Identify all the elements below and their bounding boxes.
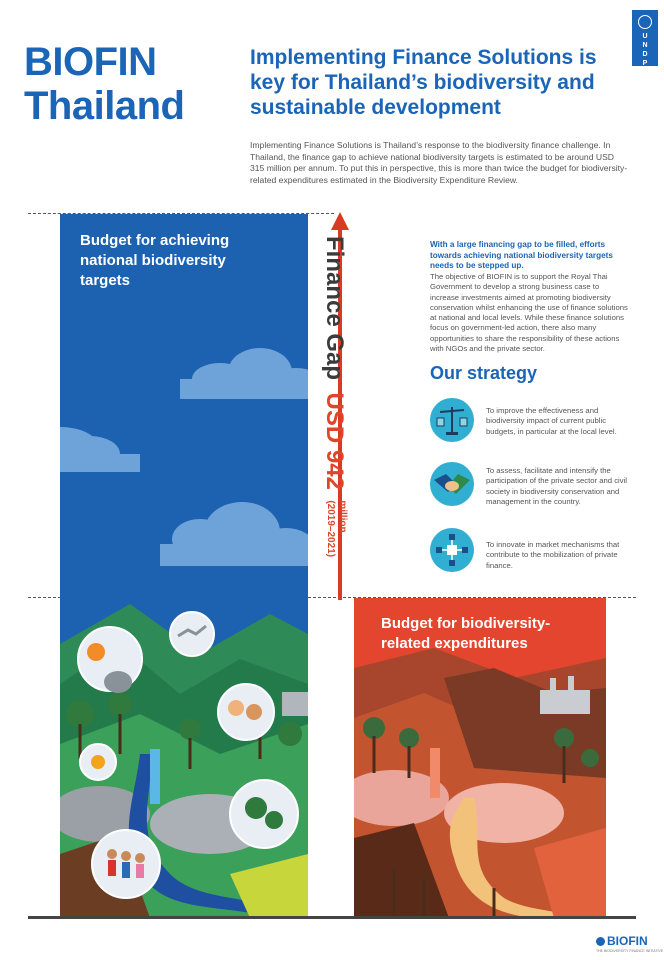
title-line-1: BIOFIN (24, 40, 157, 84)
objective-paragraph: The objective of BIOFIN is to support the Royal Thai Government to develop a strong business case to increase investments aimed at promoting biodiversity conservation whilst enhancing the use of finance solutions at national and local levels. While these finance solutions focus on government-led action, there also many opportunities to share the responsibility of these actions with NGOs and the private sector. (430, 272, 628, 354)
strategy-text: To innovate in market mechanisms that contribute to the mobilization of private finance. (486, 540, 620, 570)
finance-gap-unit-period (324, 500, 348, 557)
undp-letter: U (642, 33, 648, 40)
biofin-globe-icon (596, 937, 605, 946)
undp-letter: N (642, 42, 648, 49)
ground-line (28, 916, 636, 919)
finance-gap-arrow-head (331, 212, 349, 230)
national-targets-panel (60, 214, 308, 918)
cloud-icon (180, 348, 308, 399)
finance-gap-amount: USD 942 (321, 392, 348, 490)
scales-icon (430, 398, 474, 442)
landscape-illustration (60, 214, 308, 918)
title-line-2: Thailand (24, 84, 185, 128)
headline: Implementing Finance Solutions is key for Thailand’s biodiversity and sustainable development (250, 46, 597, 119)
lead-statement: With a large financing gap to be filled, efforts towards achieving national biodiversity targets needs to be stepped up. (430, 240, 613, 270)
page-title (24, 40, 244, 128)
biofin-footer-logo (596, 934, 648, 948)
undp-logo (632, 10, 658, 66)
finance-gap-unit: million (337, 500, 348, 533)
finance-gap-title: Finance Gap (321, 236, 348, 381)
intro-paragraph: Implementing Finance Solutions is Thailand’s response to the biodiversity finance challenge. In Thailand, the finance gap to achieve national biodiversity targets is estimated to be around USD 315 million per annum. To put this in perspective, this is more than twice the budget for biodiversity-related expenditures estimated in the Biodiversity Expenditure Review. (250, 140, 628, 185)
finance-gap-period: (2019–2021) (325, 500, 336, 558)
undp-letter: D (642, 51, 648, 58)
cloud-icon (60, 427, 140, 472)
un-emblem-icon (638, 15, 652, 29)
birds-vignette (170, 612, 214, 656)
finance-gap-label (320, 236, 348, 596)
strategy-text: To improve the effectiveness and biodiversity impact of current public budgets, in particular at the local level. (486, 406, 617, 436)
strategy-text: To assess, facilitate and intensify the participation of the private sector and civil society in biodiversity conservation and management in the country. (486, 466, 628, 506)
biofin-footer-brand: BIOFIN (607, 934, 648, 948)
undp-letter: P (642, 60, 648, 67)
national-targets-label: Budget for achieving national biodiversity targets (80, 232, 230, 289)
network-icon (430, 528, 474, 572)
cloud-icon (160, 502, 308, 566)
handshake-icon (430, 462, 474, 506)
expenditures-label: Budget for biodiversity-related expenditures (381, 615, 551, 652)
biofin-footer-sub: THE BIODIVERSITY FINANCE INITIATIVE (596, 949, 664, 953)
strategy-title: Our strategy (430, 363, 538, 383)
